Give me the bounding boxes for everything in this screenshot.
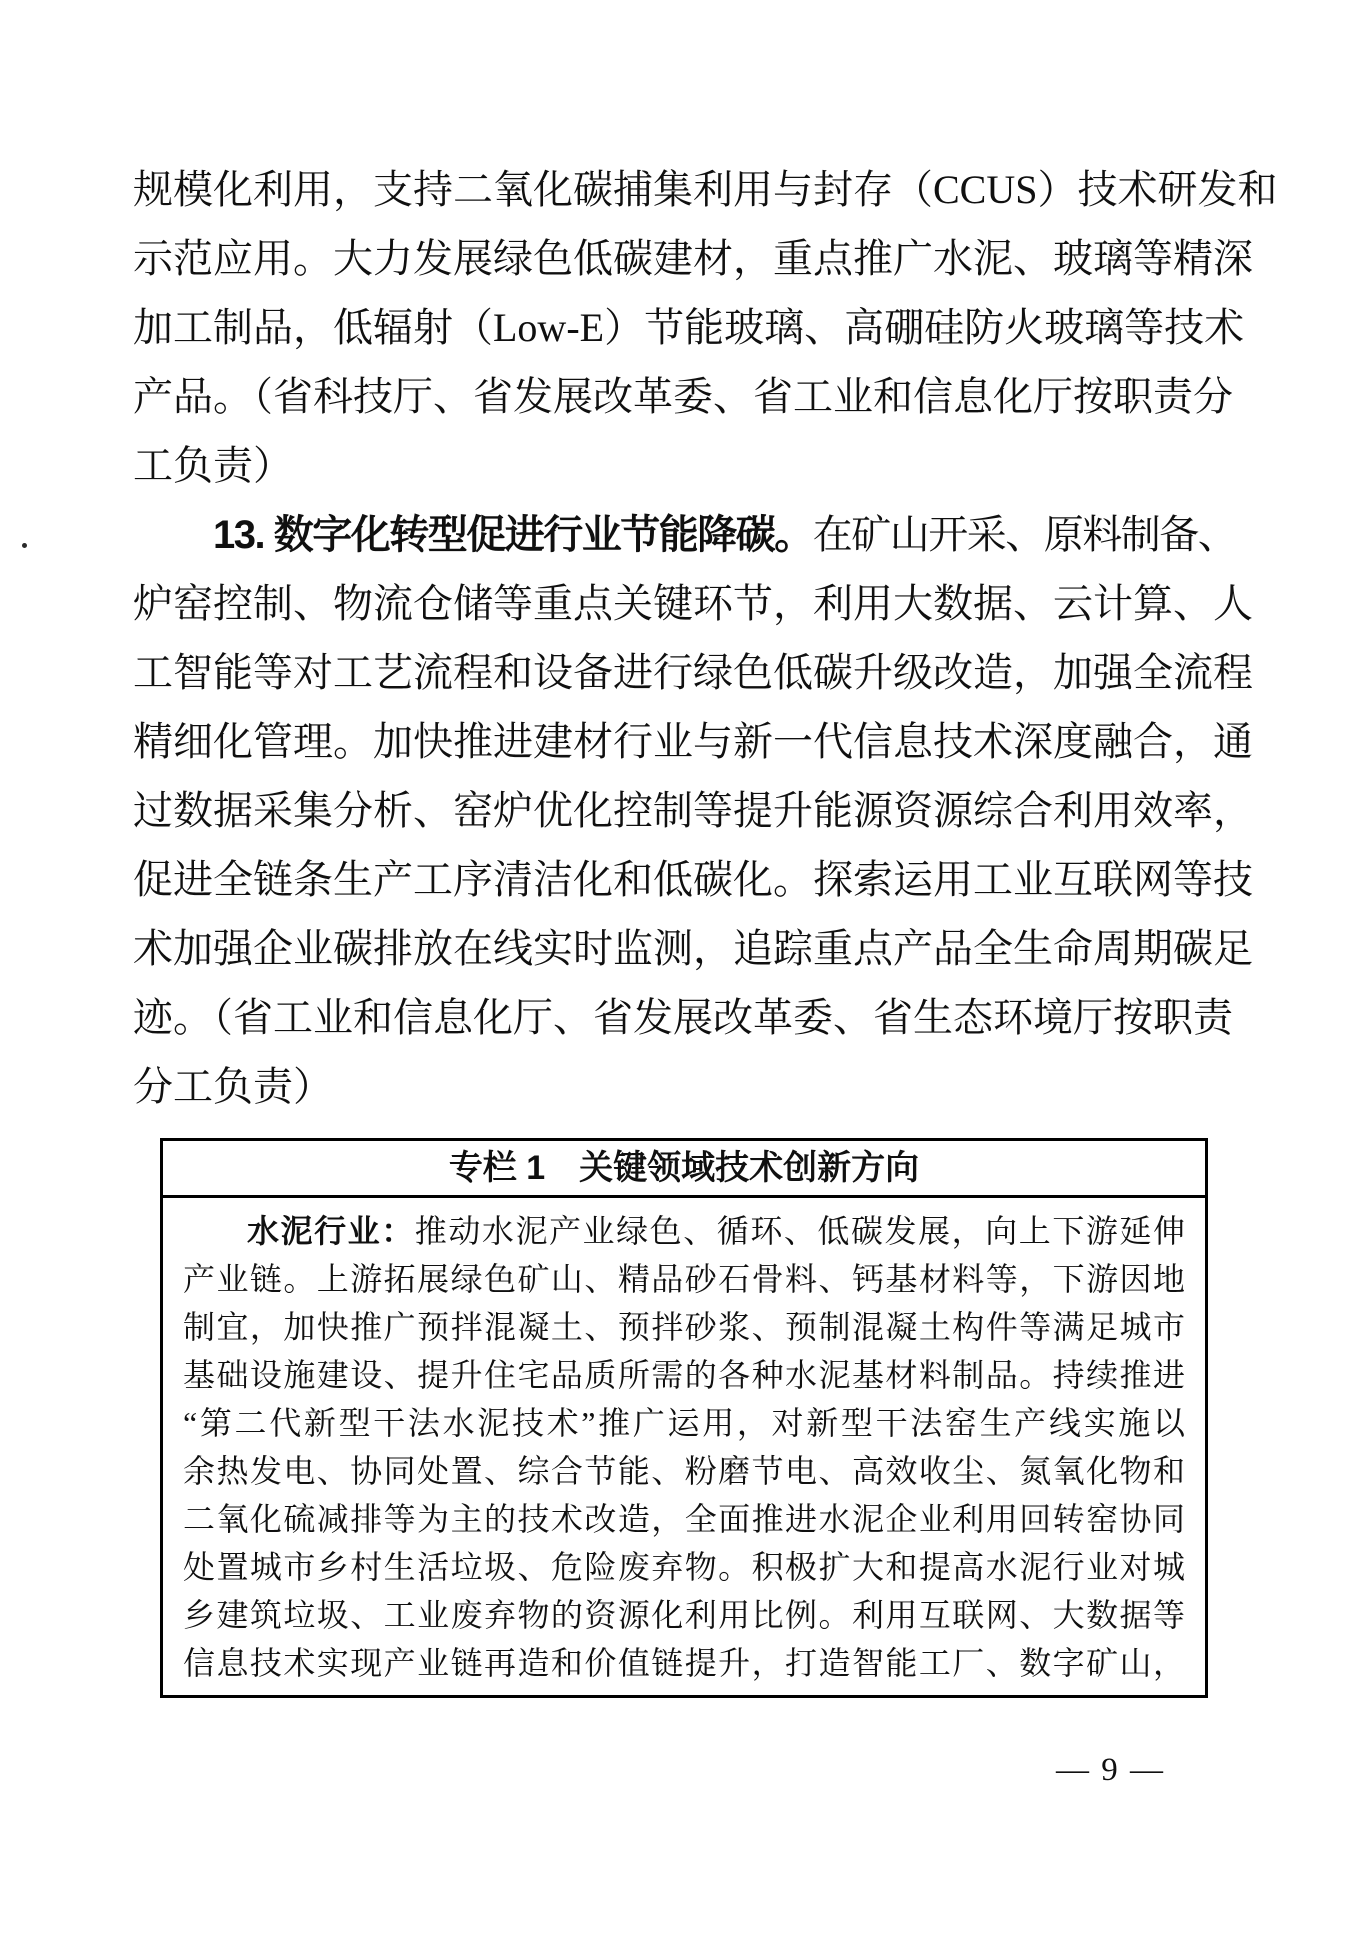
text-line: 制宜，加快推广预拌混凝土、预拌砂浆、预制混凝土构件等满足城市 xyxy=(183,1309,1185,1345)
column-box-1 xyxy=(160,1138,1208,1698)
text-line: 产品。（省科技厅、省发展改革委、省工业和信息化厅按职责分 xyxy=(133,374,1233,419)
column-box-title: 专栏 1 关键领域技术创新方向 xyxy=(163,1141,1205,1198)
body-text xyxy=(133,155,1278,1121)
text-line: 二氧化硫减排等为主的技术改造，全面推进水泥企业利用回转窑协同 xyxy=(183,1501,1185,1537)
text-line: 工智能等对工艺流程和设备进行绿色低碳升级改造，加强全流程 xyxy=(133,650,1253,695)
text-line: 精细化管理。加快推进建材行业与新一代信息技术深度融合，通 xyxy=(133,719,1253,764)
panel-lead-rest: 推动水泥产业绿色、循环、低碳发展，向上下游延伸 xyxy=(414,1213,1185,1249)
text-line: 余热发电、协同处置、综合节能、粉磨节电、高效收尘、氮氧化物和 xyxy=(183,1453,1185,1489)
text-line: 规模化利用，支持二氧化碳捕集利用与封存（CCUS）技术研发和 xyxy=(133,167,1278,212)
text-line: 基础设施建设、提升住宅品质所需的各种水泥基材料制品。持续推进 xyxy=(183,1357,1185,1393)
text-line: 术加强企业碳排放在线实时监测，追踪重点产品全生命周期碳足 xyxy=(133,926,1253,971)
text-line: 工负责） xyxy=(133,443,293,488)
paragraph-13-lead-line xyxy=(133,500,1237,569)
paragraph-13-heading: 13. 数字化转型促进行业节能降碳。 xyxy=(213,513,813,557)
scan-speck-artifact xyxy=(22,543,27,548)
text-line: 迹。（省工业和信息化厅、省发展改革委、省生态环境厅按职责 xyxy=(133,995,1233,1040)
column-box-body xyxy=(163,1198,1205,1695)
text-line: 炉窑控制、物流仓储等重点关键环节，利用大数据、云计算、人 xyxy=(133,581,1253,626)
text-line: 乡建筑垃圾、工业废弃物的资源化利用比例。利用互联网、大数据等 xyxy=(183,1597,1185,1633)
text-line: 示范应用。大力发展绿色低碳建材，重点推广水泥、玻璃等精深 xyxy=(133,236,1253,281)
text-line: 加工制品，低辐射（Low-E）节能玻璃、高硼硅防火玻璃等技术 xyxy=(133,305,1245,350)
text-line: 产业链。上游拓展绿色矿山、精品砂石骨料、钙基材料等，下游因地 xyxy=(183,1261,1185,1297)
text-line: “第二代新型干法水泥技术”推广运用，对新型干法窑生产线实施以 xyxy=(183,1405,1185,1441)
text-line: 处置城市乡村生活垃圾、危险废弃物。积极扩大和提高水泥行业对城 xyxy=(183,1549,1185,1585)
text-line: 分工负责） xyxy=(133,1064,333,1109)
text-line: 过数据采集分析、窑炉优化控制等提升能源资源综合利用效率， xyxy=(133,788,1253,833)
panel-lead-line xyxy=(183,1207,1185,1255)
page-number: — 9 — xyxy=(1056,1752,1165,1788)
panel-lead-label: 水泥行业： xyxy=(247,1213,415,1249)
text-line: 信息技术实现产业链再造和价值链提升，打造智能工厂、数字矿山， xyxy=(183,1645,1185,1681)
paragraph-13-lead-rest: 在矿山开采、原料制备、 xyxy=(812,512,1237,557)
text-line: 促进全链条生产工序清洁化和低碳化。探索运用工业互联网等技 xyxy=(133,857,1253,902)
